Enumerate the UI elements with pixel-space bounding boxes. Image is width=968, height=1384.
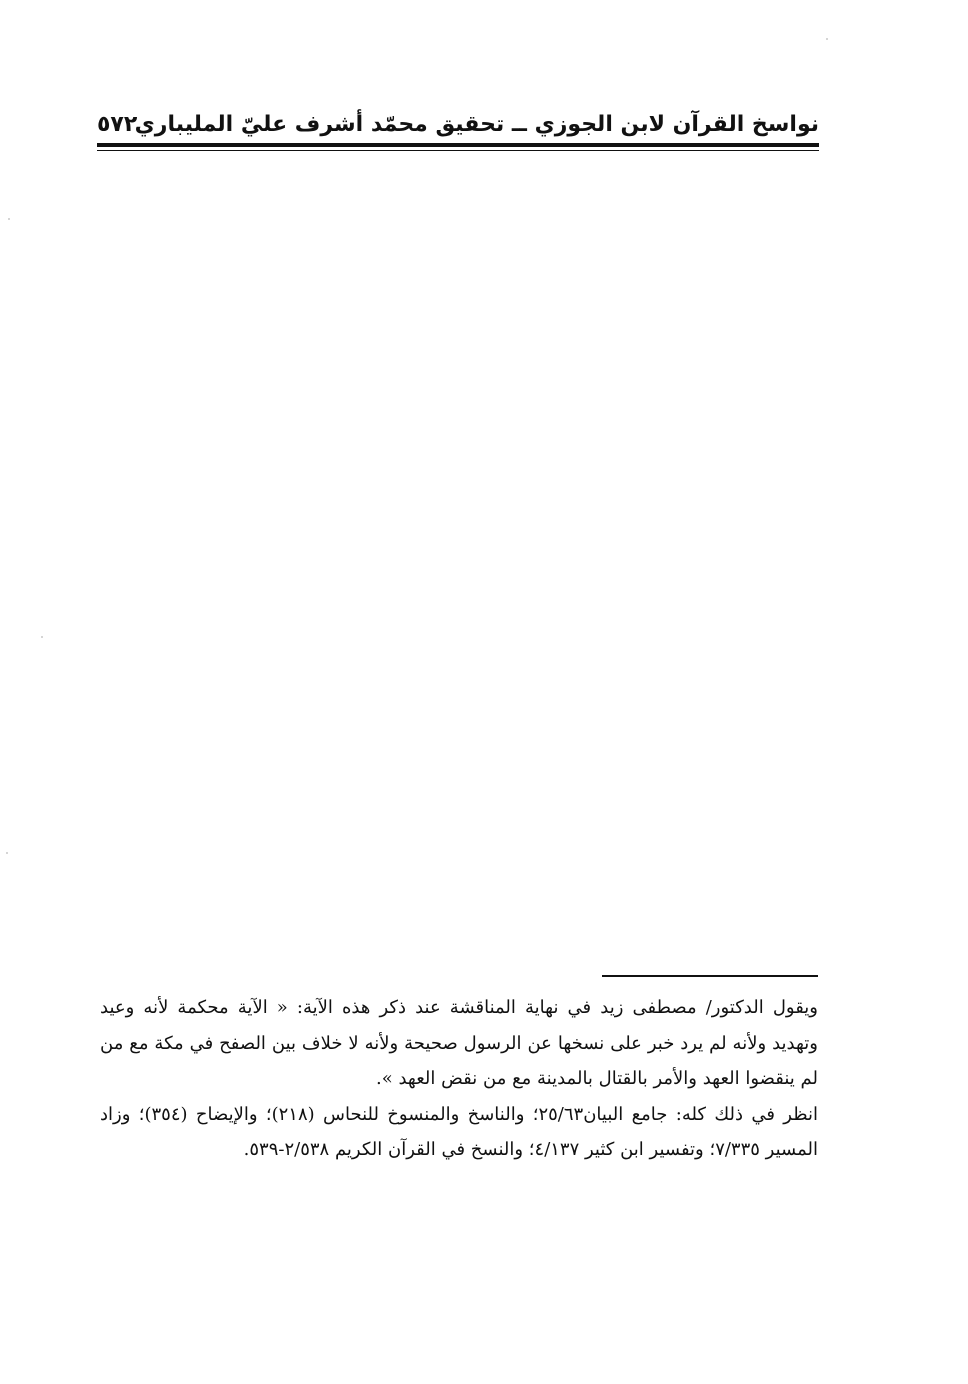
footnotes xyxy=(100,990,818,1168)
running-header xyxy=(97,104,819,148)
footnote-separator xyxy=(602,975,818,977)
header-rule-thin xyxy=(97,150,819,151)
scan-speck xyxy=(826,38,828,40)
scan-speck xyxy=(6,852,8,854)
page-number: ٥٧٢ xyxy=(97,112,138,137)
footnote-paragraph-references: انظر في ذلك كله: جامع البيان٢٥/٦٣؛ والناسخ والمنسوخ للنحاس (٢١٨)؛ والإيضاح (٣٥٤)؛ وزاد المسير ٧/٣٣٥؛ وتفسير ابن كثير ٤/١٣٧؛ والنسخ في القرآن الكريم ٢/٥٣٨-٥٣٩. xyxy=(100,1103,818,1160)
header-title: نواسخ القرآن لابن الجوزي ــ تحقيق محمّد أشرف عليّ المليباري xyxy=(134,112,819,137)
scan-speck xyxy=(8,218,10,220)
footnote-paragraph-quote: ويقول الدكتور/ مصطفى زيد في نهاية المناقشة عند ذكر هذه الآية: « الآية محكمة لأنه وعيد وتهديد ولأنه لم يرد خبر على نسخها عن الرسول صحيحة ولأنه لا خلاف بين الصفح في مكة مع من لم ينقضوا العهد والأمر بالقتال بالمدينة مع من نقض العهد ». xyxy=(100,997,818,1089)
scan-speck xyxy=(41,636,43,638)
header-rule-thick xyxy=(97,143,819,147)
